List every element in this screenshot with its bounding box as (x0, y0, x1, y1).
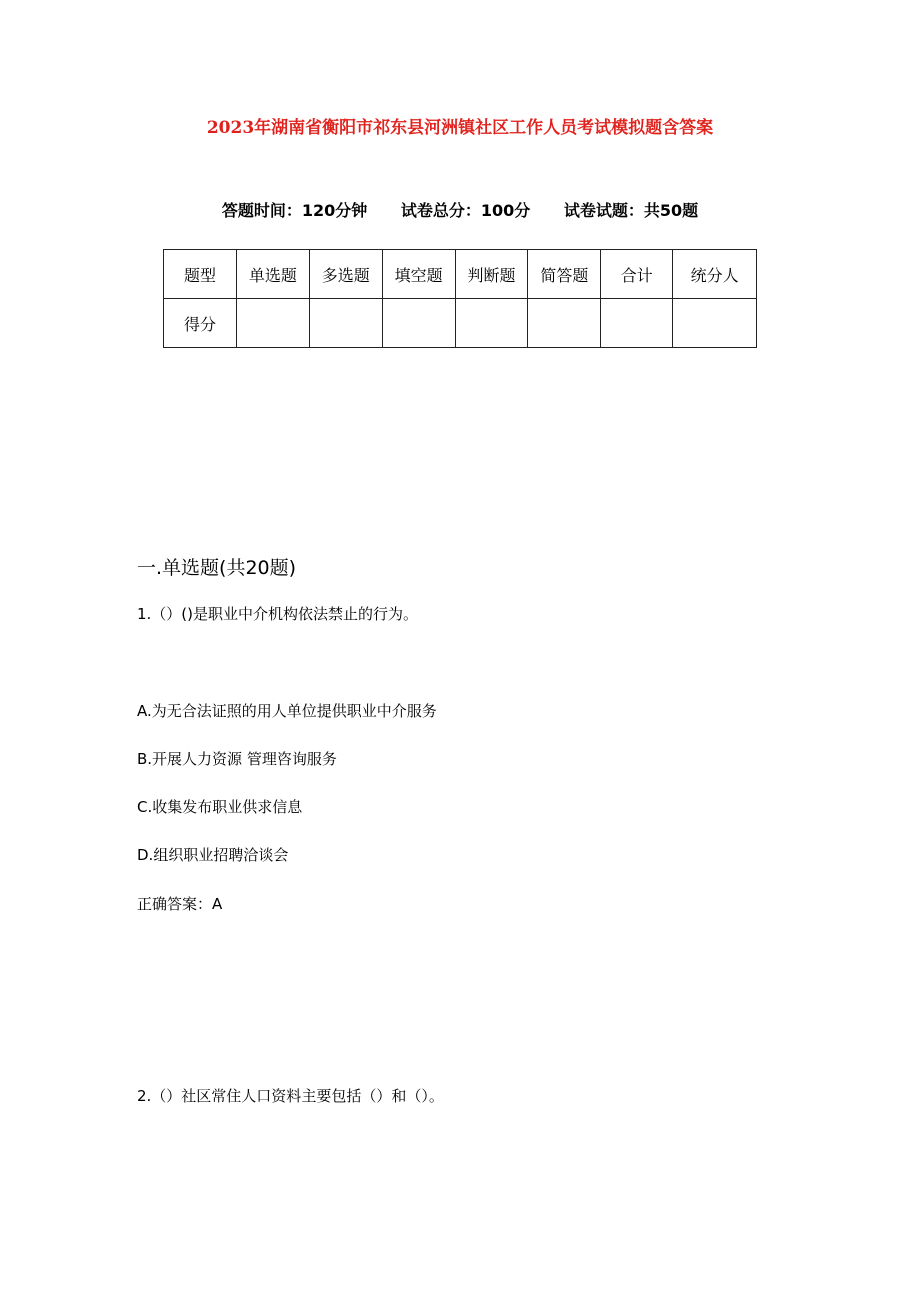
header-cell: 判断题 (455, 250, 528, 299)
exam-total-score: 试卷总分：100分 (400, 201, 531, 220)
score-cell (309, 299, 382, 348)
question-1-option-b: B.开展人力资源 管理咨询服务 (137, 750, 337, 768)
question-1-answer: 正确答案：A (137, 895, 223, 913)
section-heading: 一.单选题(共20题) (137, 557, 297, 579)
score-table (163, 249, 757, 348)
header-cell: 题型 (164, 250, 237, 299)
header-cell: 多选题 (309, 250, 382, 299)
question-1-option-d: D.组织职业招聘洽谈会 (137, 846, 289, 864)
score-cell (455, 299, 528, 348)
header-cell: 单选题 (236, 250, 309, 299)
row-label-cell: 得分 (164, 299, 237, 348)
score-cell (382, 299, 455, 348)
header-cell: 统分人 (673, 250, 757, 299)
question-2-stem: 2.（）社区常住人口资料主要包括（）和（）。 (137, 1087, 444, 1105)
document-title: 2023年湖南省衡阳市祁东县河洲镇社区工作人员考试模拟题含答案 (206, 118, 714, 138)
exam-question-count: 试卷试题：共50题 (563, 201, 699, 220)
question-1-option-c: C.收集发布职业供求信息 (137, 798, 303, 816)
score-table-score-row (164, 299, 757, 348)
header-cell: 填空题 (382, 250, 455, 299)
question-1-stem: 1.（）()是职业中介机构依法禁止的行为。 (137, 605, 419, 623)
score-cell (528, 299, 601, 348)
score-cell (236, 299, 309, 348)
score-cell (601, 299, 673, 348)
score-table-header-row (164, 250, 757, 299)
question-1-option-a: A.为无合法证照的用人单位提供职业中介服务 (137, 702, 437, 720)
header-cell: 合计 (601, 250, 673, 299)
header-cell: 简答题 (528, 250, 601, 299)
score-cell (673, 299, 757, 348)
exam-meta (0, 198, 920, 221)
exam-time: 答题时间：120分钟 (221, 201, 368, 220)
